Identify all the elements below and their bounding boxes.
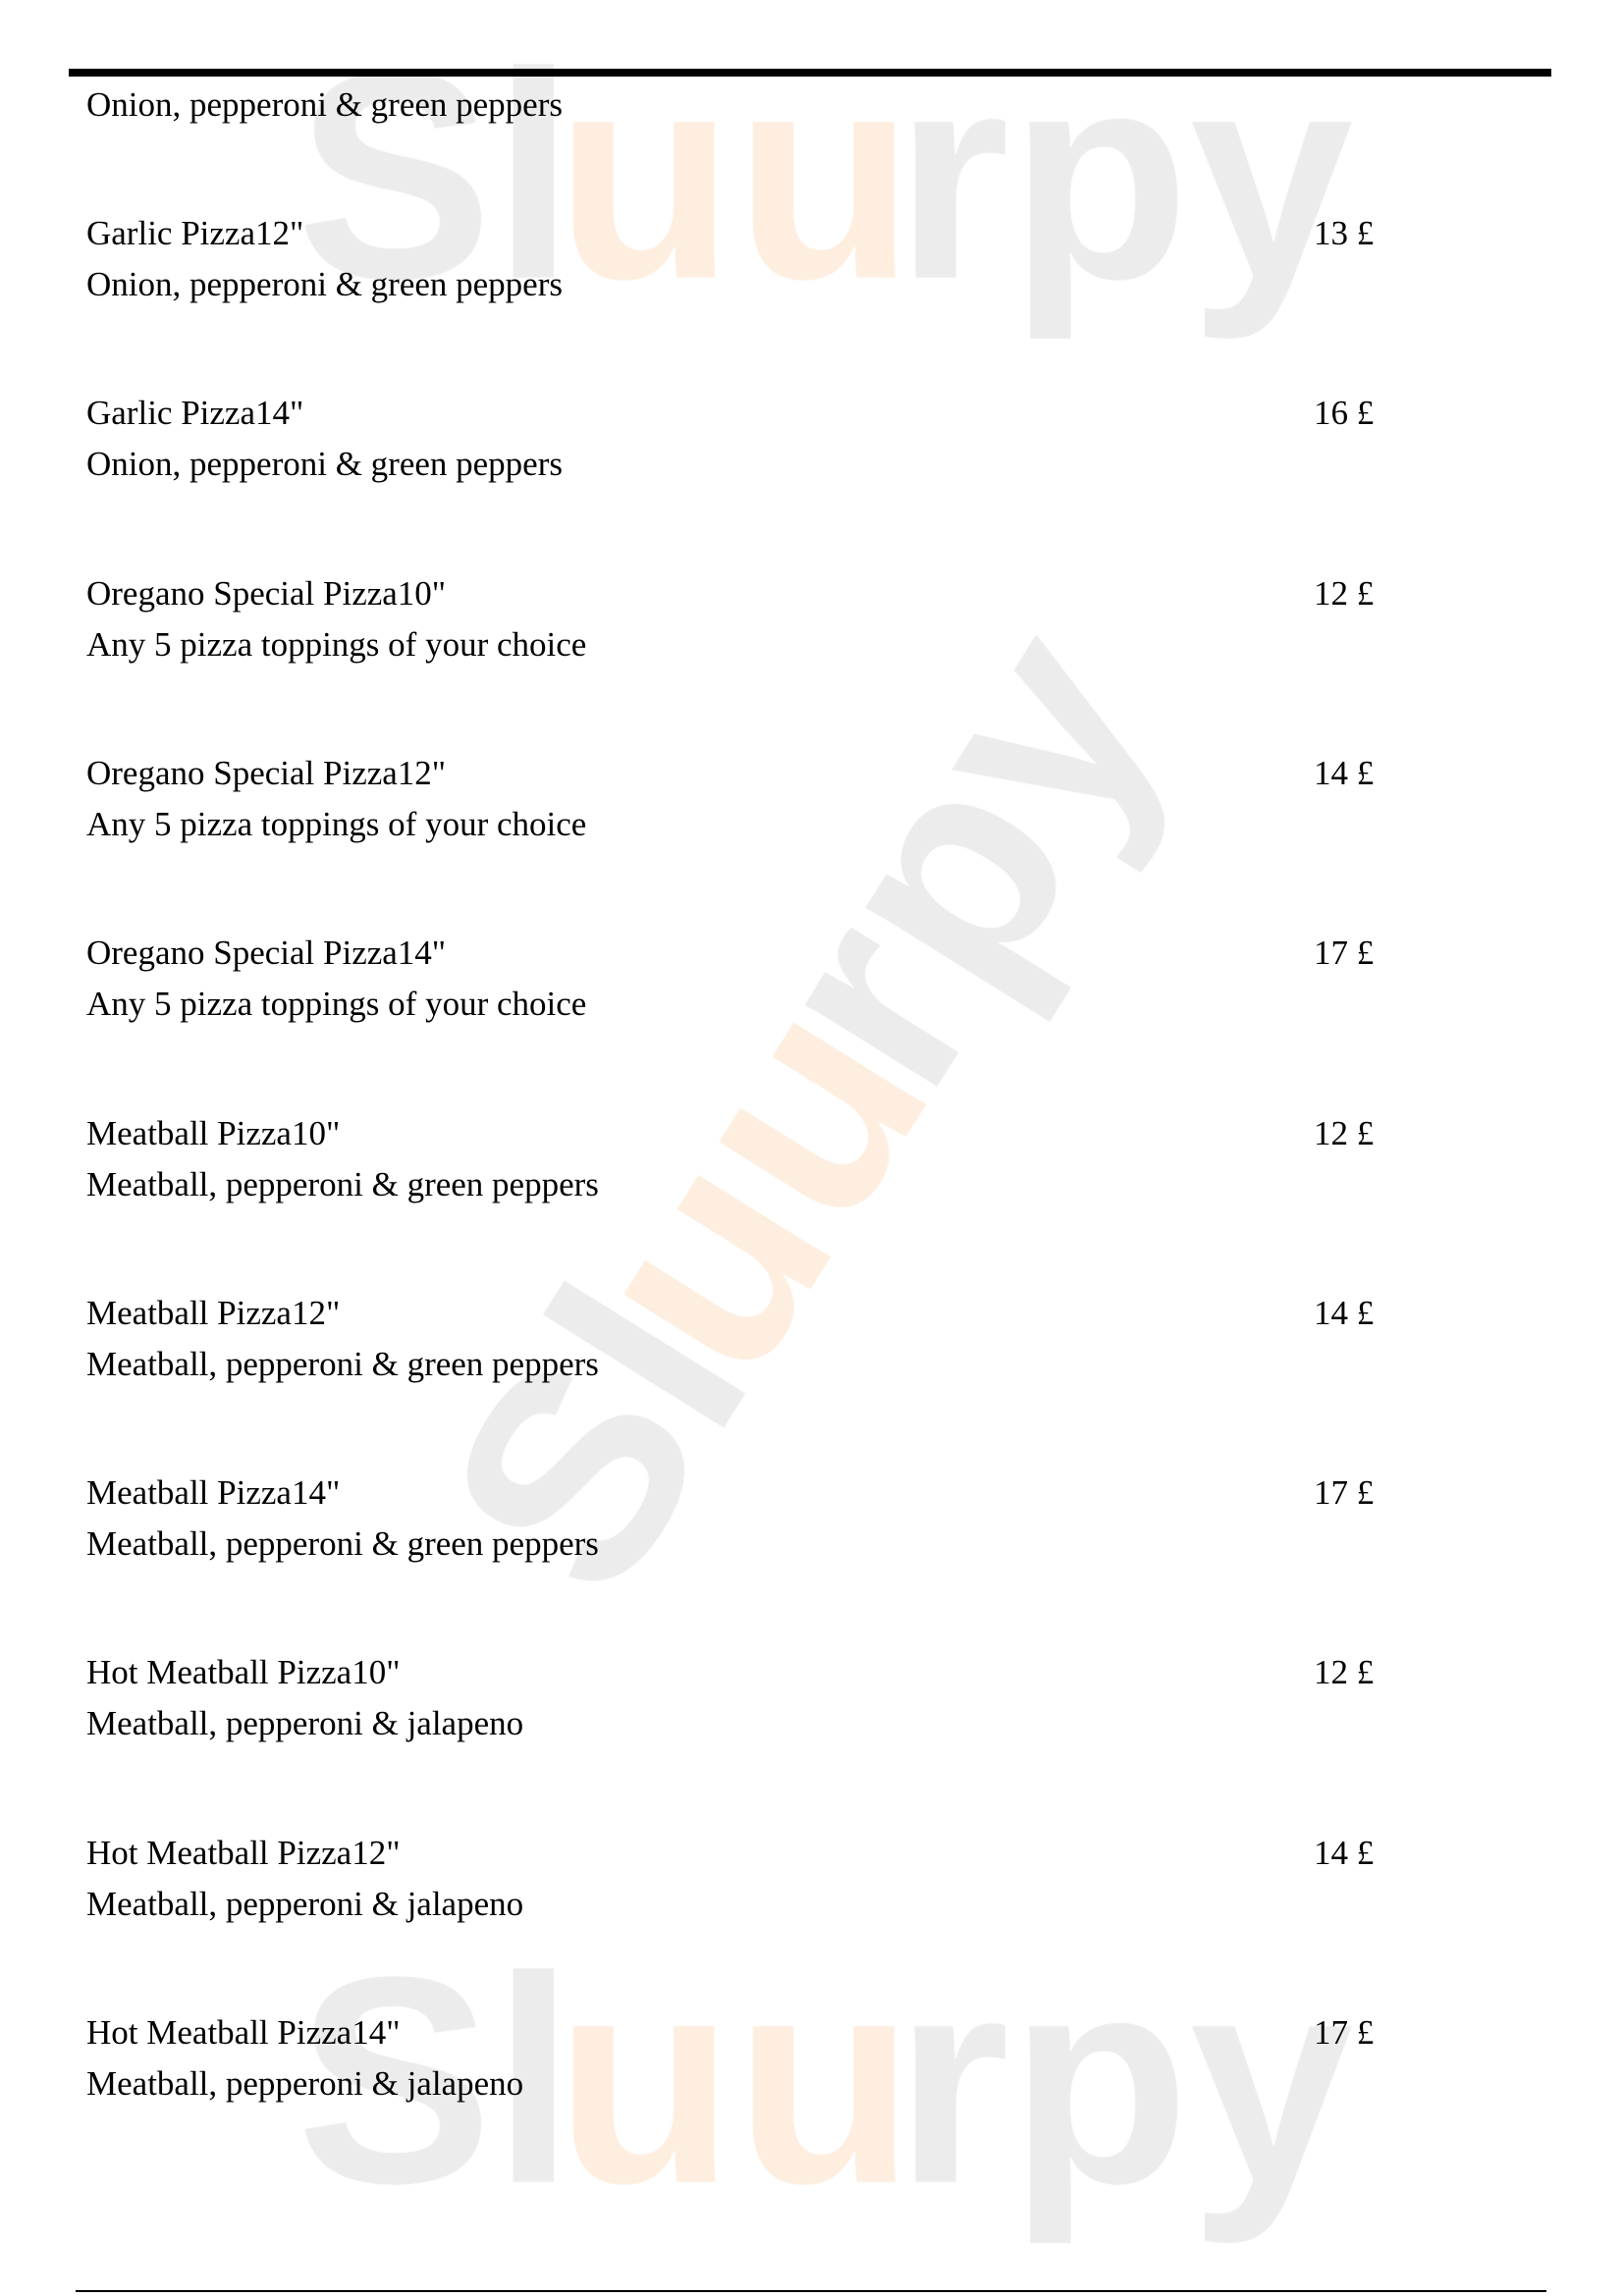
item-price: 14 £ (1314, 1293, 1375, 1332)
item-description: Any 5 pizza toppings of your choice (86, 624, 587, 664)
item-price: 16 £ (1314, 394, 1375, 433)
item-name: Meatball Pizza10" (86, 1113, 341, 1152)
item-name: Meatball Pizza14" (86, 1473, 341, 1513)
item-price: 14 £ (1314, 1833, 1375, 1872)
bottom-divider (76, 2290, 1546, 2292)
item-name: Hot Meatball Pizza10" (86, 1653, 401, 1692)
item-price: 12 £ (1314, 1653, 1375, 1692)
item-description: Onion, pepperoni & green peppers (86, 85, 563, 124)
item-description: Any 5 pizza toppings of your choice (86, 804, 587, 843)
item-description: Meatball, pepperoni & green peppers (86, 1164, 599, 1203)
item-description: Meatball, pepperoni & jalapeno (86, 1884, 524, 1923)
item-name: Hot Meatball Pizza14" (86, 2013, 401, 2052)
item-name: Garlic Pizza12" (86, 214, 304, 252)
item-name: Oregano Special Pizza12" (86, 753, 447, 792)
item-price: 12 £ (1314, 1113, 1375, 1152)
item-description: Any 5 pizza toppings of your choice (86, 985, 587, 1024)
item-description: Meatball, pepperoni & jalapeno (86, 2064, 524, 2103)
item-name: Garlic Pizza14" (86, 394, 304, 433)
item-description: Meatball, pepperoni & green peppers (86, 1524, 599, 1564)
top-divider (69, 69, 1551, 77)
item-price: 13 £ (1314, 214, 1375, 252)
item-price: 17 £ (1314, 934, 1375, 973)
item-price: 17 £ (1314, 1473, 1375, 1513)
item-description: Meatball, pepperoni & green peppers (86, 1344, 599, 1383)
item-name: Oregano Special Pizza10" (86, 573, 447, 613)
item-description: Onion, pepperoni & green peppers (86, 445, 563, 484)
item-name: Meatball Pizza12" (86, 1293, 341, 1332)
item-price: 12 £ (1314, 573, 1375, 613)
item-name: Hot Meatball Pizza12" (86, 1833, 401, 1872)
item-description: Meatball, pepperoni & jalapeno (86, 1704, 524, 1743)
item-price: 14 £ (1314, 753, 1375, 792)
item-price: 17 £ (1314, 2013, 1375, 2052)
item-description: Onion, pepperoni & green peppers (86, 265, 563, 303)
item-name: Oregano Special Pizza14" (86, 934, 447, 973)
